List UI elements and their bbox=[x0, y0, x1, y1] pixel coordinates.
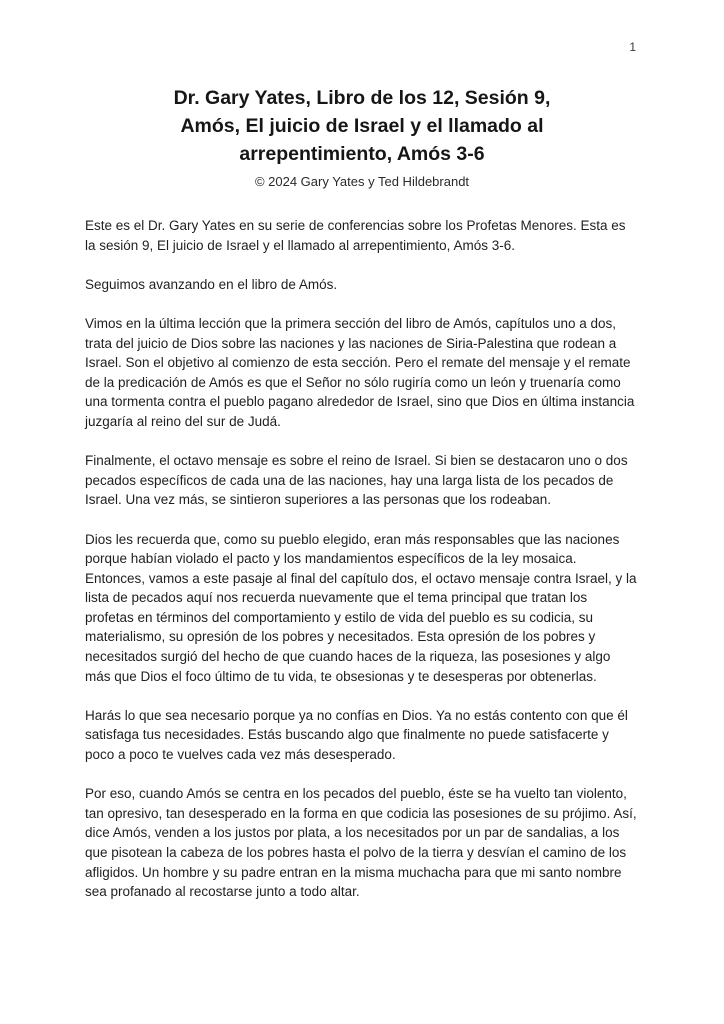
body-text bbox=[85, 216, 639, 902]
paragraph-finalmente: Finalmente, el octavo mensaje es sobre el reino de Israel. Si bien se destacaron uno o dos pecados específicos de cada una de las naciones, hay una larga lista de los pecados de Israel. Una vez más, se sintieron superiores a las personas que los rodeaban. bbox=[85, 453, 628, 508]
title-line-2: Amós, El juicio de Israel y el llamado al bbox=[180, 115, 544, 137]
paragraph-por-eso: Por eso, cuando Amós se centra en los pecados del pueblo, éste se ha vuelto tan violento, tan opresivo, tan desesperado en la forma en que codicia las posesiones de su prójimo. Así, dice Amós, venden a los justos por plata, a los necesitados por un par de sandalias, a los que pisotean la cabeza de los pobres hasta el polvo de la tierra y desvían el camino de los afligidos. Un hombre y su padre entran en la misma muchacha para que mi santo nombre sea profanado al recostarse junto a todo altar. bbox=[85, 786, 637, 900]
document-title bbox=[85, 84, 639, 168]
page-number: 1 bbox=[629, 40, 636, 54]
copyright-line: © 2024 Gary Yates y Ted Hildebrandt bbox=[254, 174, 470, 189]
paragraph-seguimos: Seguimos avanzando en el libro de Amós. bbox=[85, 276, 338, 292]
title-line-1: Dr. Gary Yates, Libro de los 12, Sesión 9, bbox=[173, 87, 551, 109]
paragraph-dios-les-recuerda: Dios les recuerda que, como su pueblo elegido, eran más responsables que las naciones porque habían violado el pacto y los mandamientos específicos de la ley mosaica. Entonces, vamos a este pasaje al final del capítulo dos, el octavo mensaje contra Israel, y la lista de pecados aquí nos recuerda nuevamente que el tema principal que tratan los profetas en términos del comportamiento y estilo de vida del pueblo es su codicia, su materialismo, su opresión de los pobres y necesitados. Esta opresión de los pobres y necesitados surgió del hecho de que cuando haces de la riqueza, las posesiones y algo más que Dios el foco último de tu vida, te obsesionas y te desesperas por obtenerlas. bbox=[85, 531, 637, 684]
paragraph-vimos: Vimos en la última lección que la primera sección del libro de Amós, capítulos uno a dos, trata del juicio de Dios sobre las naciones y las naciones de Siria-Palestina que rodean a Israel. Son el objetivo al comienzo de esta sección. Pero el remate del mensaje y el remate de la predicación de Amós es que el Señor no sólo rugiría como un león y truenaría como una tormenta contra el pueblo pagano alrededor de Israel, sino que Dios en última instancia juzgaría al reino del sur de Judá. bbox=[85, 315, 635, 429]
paragraph-intro: Este es el Dr. Gary Yates en su serie de conferencias sobre los Profetas Menores. Esta es la sesión 9, El juicio de Israel y el llamado al arrepentimiento, Amós 3-6. bbox=[85, 218, 626, 253]
paragraph-haras: Harás lo que sea necesario porque ya no confías en Dios. Ya no estás contento con que él satisfaga tus necesidades. Estás buscando algo que finalmente no puede satisfacerte y poco a poco te vuelves cada vez más desesperado. bbox=[85, 707, 628, 763]
title-line-3: arrepentimiento, Amós 3-6 bbox=[239, 143, 485, 165]
